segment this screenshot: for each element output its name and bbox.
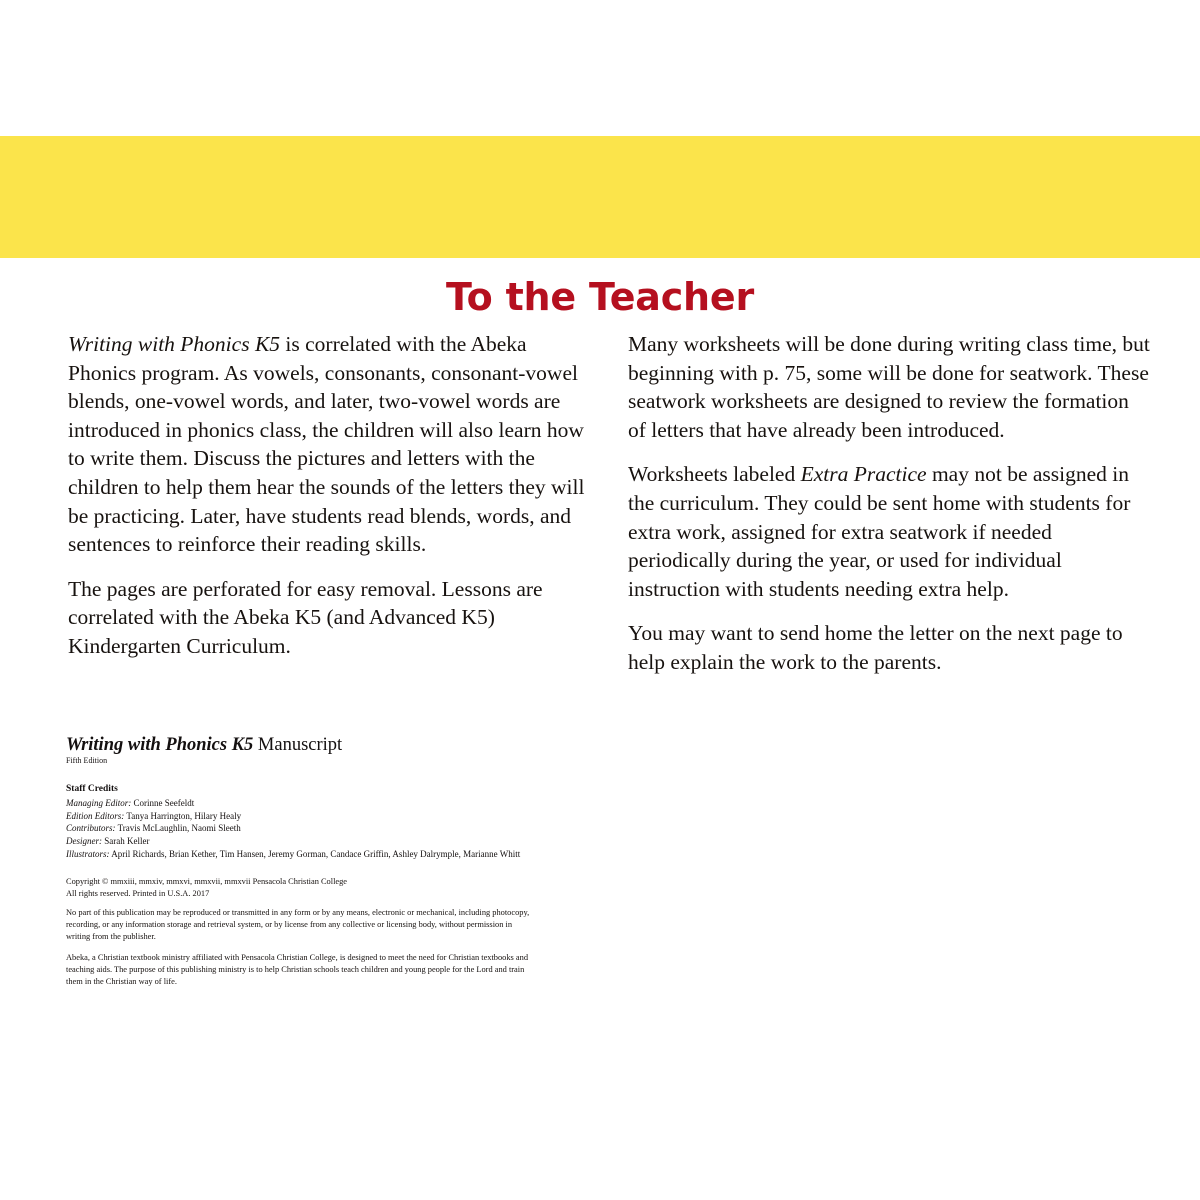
book-title-italic: Writing with Phonics K5 (68, 332, 281, 356)
right-column (628, 330, 1150, 677)
yellow-header-band (0, 136, 1200, 258)
colophon-edition: Fifth Edition (66, 756, 108, 766)
credit-line (66, 810, 536, 823)
credit-names: April Richards, Brian Kether, Tim Hansen, Jeremy Gorman, Candace Griffin, Ashley Dalrymple, Marianne Whitt (109, 848, 521, 859)
paragraph-intro (68, 330, 590, 559)
credit-line (66, 822, 536, 835)
credit-role: Designer: (66, 836, 102, 847)
copyright-line-1: Copyright © mmxiii, mmxiv, mmxvi, mmxvii, mmxvii Pensacola Christian College (66, 876, 348, 886)
two-column-body (68, 330, 1150, 677)
credit-role: Edition Editors: (66, 810, 125, 821)
credit-line (66, 835, 536, 848)
copyright-notice (66, 876, 536, 900)
legal-block (66, 876, 536, 989)
rights-notice: No part of this publication may be reproduced or transmitted in any form or by any means, electronic or mechanical, including photocopy, recording, or any information storage and retrieval system, or by license from any collective or licensing body, without permission in writing from the publisher. (66, 907, 530, 942)
page-title: To the Teacher (445, 275, 754, 319)
paragraph-intro-text: is correlated with the Abeka Phonics program. As vowels, consonants, consonant-vowel blends, one-vowel words, and later, two-vowel words are introduced in phonics class, the children will also learn how to write them. Discuss the pictures and letters with the children to help them hear the sounds of the letters they will be practicing. Later, have students read blends, words, and sentences to reinforce their reading skills. (68, 332, 585, 557)
colophon-title-italic: Writing with Phonics K5 (66, 735, 254, 755)
left-column (68, 330, 590, 677)
extra-practice-text-after: may not be assigned in the curriculum. They could be sent home with students for extra work, assigned for extra seatwork if needed periodically during the year, or used for individual instruction with students needing extra help. (628, 462, 1131, 601)
credit-names: Sarah Keller (102, 836, 150, 847)
credit-names: Travis McLaughlin, Naomi Sleeth (115, 823, 241, 834)
paragraph-parent-letter: You may want to send home the letter on the next page to help explain the work to the parents. (628, 621, 1123, 674)
credit-role: Illustrators: (66, 848, 110, 859)
paragraph-extra-practice (628, 460, 1150, 603)
staff-credits (66, 783, 536, 861)
credit-role: Managing Editor: (66, 797, 132, 808)
credit-names: Corinne Seefeldt (131, 797, 195, 808)
credit-line (66, 848, 536, 861)
colophon-title-roman: Manuscript (253, 735, 343, 755)
paragraph-perforated: The pages are perforated for easy removal. Lessons are correlated with the Abeka K5 (and Advanced K5) Kindergarten Curriculum. (68, 576, 543, 658)
staff-credits-heading: Staff Credits (66, 783, 118, 794)
copyright-line-2: All rights reserved. Printed in U.S.A. 2017 (66, 888, 210, 898)
credit-line (66, 797, 536, 810)
mission-statement: Abeka, a Christian textbook ministry affiliated with Pensacola Christian College, is designed to meet the need for Christian textbooks and teaching aids. The purpose of this publishing ministry is to help Christian schools teach children and young people for the Lord and train them in the Christian way of life. (66, 952, 529, 986)
credit-names: Tanya Harrington, Hilary Healy (124, 810, 242, 821)
colophon-book-title (66, 735, 536, 755)
paragraph-worksheets: Many worksheets will be done during writing class time, but beginning with p. 75, some will be done for seatwork. These seatwork worksheets are designed to review the formation of letters that have already been introduced. (628, 332, 1150, 442)
extra-practice-text-before: Worksheets labeled (628, 462, 801, 487)
extra-practice-label: Extra Practice (800, 462, 927, 487)
credit-role: Contributors: (66, 823, 116, 834)
colophon-block (66, 735, 536, 988)
